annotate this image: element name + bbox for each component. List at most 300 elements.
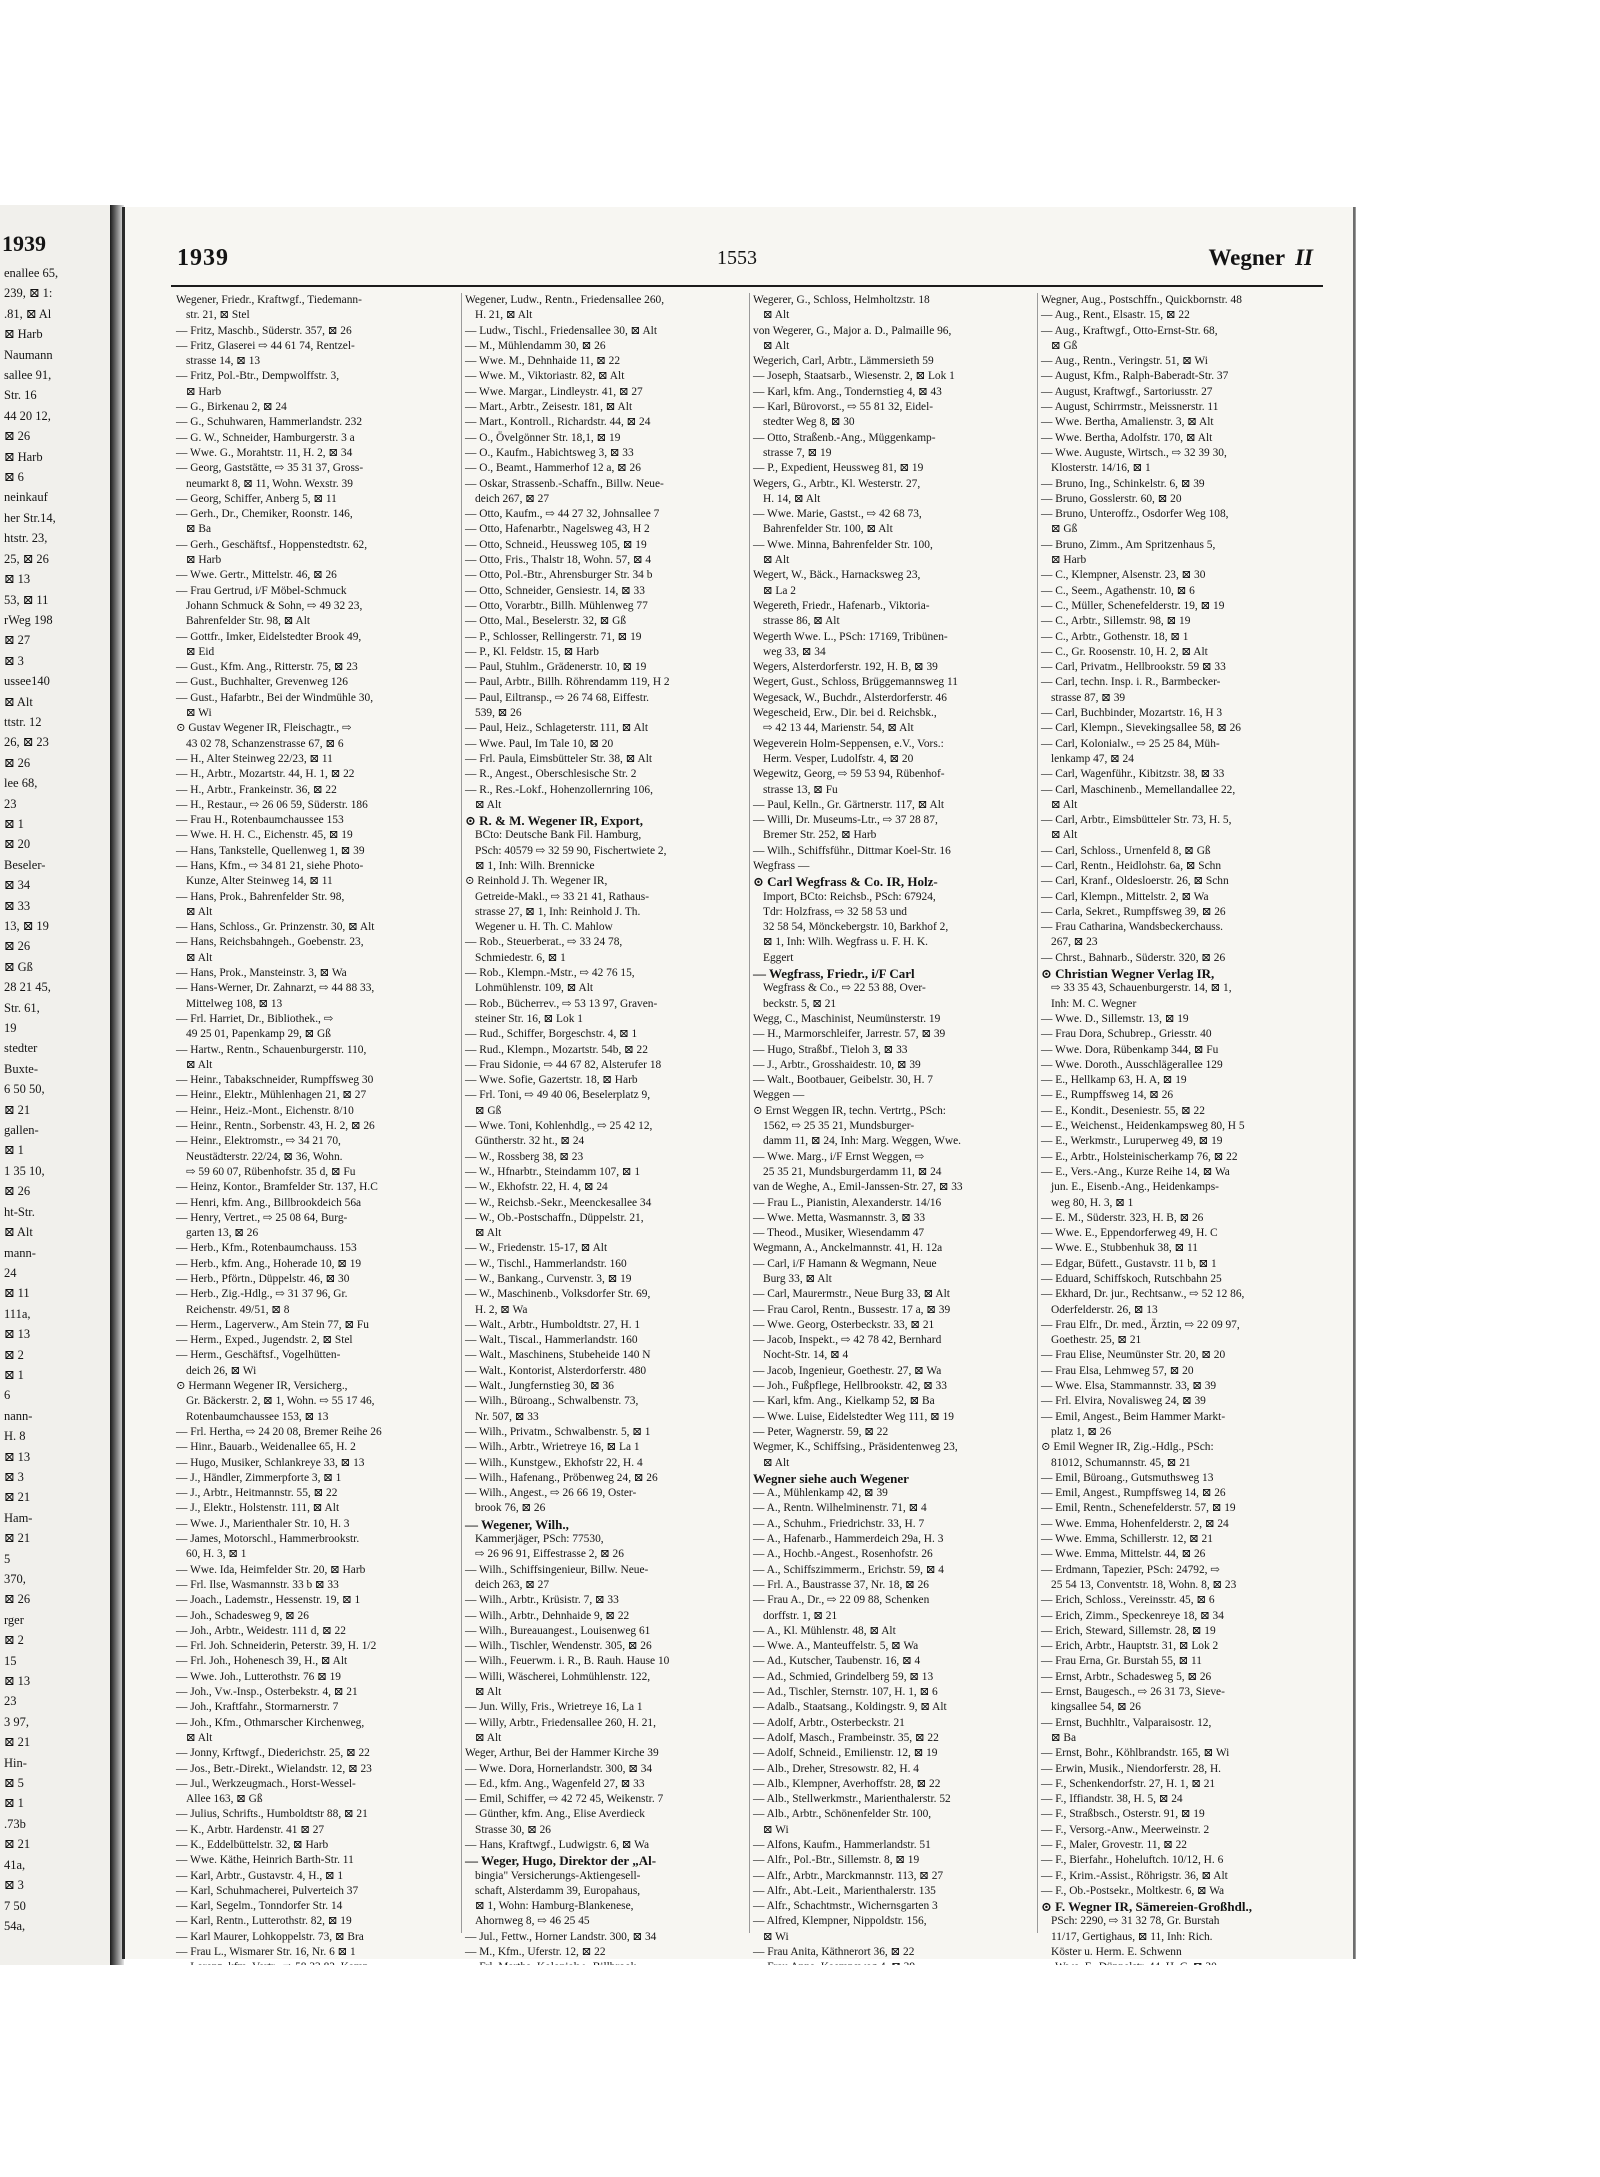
- directory-entry-line: lenkamp 47, ⊠ 24: [1051, 752, 1134, 765]
- directory-entry-line: ⊙ Carl Wegfrass & Co. IR, Holz-: [753, 874, 938, 890]
- directory-entry-line: — Erwin, Musik., Niendorferstr. 28, H.: [1041, 1762, 1222, 1775]
- directory-entry-line: Gr. Bäckerstr. 2, ⊠ 1, Wohn. ⇨ 55 17 46,: [186, 1395, 375, 1408]
- directory-entry-line: — Gust., Buchhalter, Grevenweg 126: [176, 676, 348, 689]
- directory-entry-line: — F., Schenkendorfstr. 27, H. 1, ⊠ 21: [1041, 1777, 1216, 1790]
- directory-entry-line: deich 263, ⊠ 27: [475, 1578, 550, 1591]
- directory-entry-line: — Joh., Vw.-Insp., Osterbekstr. 4, ⊠ 21: [176, 1686, 358, 1699]
- directory-entry-line: — Georg, Gaststätte, ⇨ 35 31 37, Gross-: [176, 462, 364, 475]
- directory-entry-line: — Wilh., Büroang., Schwalbenstr. 73,: [465, 1395, 639, 1408]
- directory-entry-line: Nr. 507, ⊠ 33: [475, 1410, 539, 1423]
- directory-entry-line: Wegesack, W., Buchdr., Alsterdorferstr. 46: [753, 691, 947, 704]
- directory-entry-line: — Frl. Joh., Hohenesch 39, H., ⊠ Alt: [176, 1655, 348, 1668]
- left-page-fragment-line: ⊠ 26: [4, 939, 31, 954]
- directory-entry-line: — E., Weichenst., Heidenkampsweg 80, H 5: [1041, 1120, 1245, 1133]
- directory-entry-line: Ahornweg 8, ⇨ 46 25 45: [475, 1915, 590, 1928]
- directory-entry-line: — O., Övelgönner Str. 18,1, ⊠ 19: [465, 431, 621, 444]
- directory-entry-line: ⊙ Emil Wegner IR, Zig.-Hdlg., PSch:: [1041, 1441, 1214, 1454]
- directory-entry-line: — Frau A., Dr., ⇨ 22 09 88, Schenken: [753, 1594, 930, 1607]
- directory-entry-line: ⊠ Harb: [186, 554, 222, 567]
- left-page-fragment-line: stedter: [4, 1041, 38, 1056]
- directory-entry-line: — Hugo, Musiker, Schlankreye 33, ⊠ 13: [176, 1456, 365, 1469]
- directory-entry-line: — Wilh., Arbtr., Dehnhaide 9, ⊠ 22: [465, 1609, 630, 1622]
- directory-entry-line: — Heinr., Elektromstr., ⇨ 34 21 70,: [176, 1135, 341, 1148]
- directory-entry-line: — F., Bierfahr., Hoheluftch. 10/12, H. 6: [1041, 1854, 1224, 1867]
- left-page-fragment-line: 19: [4, 1021, 17, 1036]
- directory-entry-line: ⊠ Alt: [186, 1058, 213, 1071]
- directory-entry-line: deich 267, ⊠ 27: [475, 492, 550, 505]
- directory-entry-line: — H., Restaur., ⇨ 26 06 59, Süderstr. 186: [176, 798, 368, 811]
- directory-entry-line: — Otto, Fris., Thalstr 18, Wohn. 57, ⊠ 4: [465, 554, 652, 567]
- header-page-number: 1553: [717, 247, 757, 269]
- directory-entry-line: — Frl. Elvira, Novalisweg 24, ⊠ 39: [1041, 1395, 1206, 1408]
- left-page-fragment-line: ⊠ 1: [4, 816, 24, 831]
- directory-entry-line: — Frau Elise, Neumünster Str. 20, ⊠ 20: [1041, 1349, 1226, 1362]
- directory-entry-line: — Willi, Dr. Museums-Ltr., ⇨ 37 28 87,: [753, 814, 938, 827]
- directory-entry-line: Kunze, Alter Steinweg 14, ⊠ 11: [186, 875, 333, 888]
- directory-entry-line: — C., Seem., Agathenstr. 10, ⊠ 6: [1041, 584, 1195, 597]
- left-page-fragment-line: rWeg 198: [4, 612, 53, 627]
- directory-entry-line: — Joh., Schadesweg 9, ⊠ 26: [176, 1609, 309, 1622]
- directory-entry-line: — Wwe. Emma, Schillerstr. 12, ⊠ 21: [1041, 1533, 1213, 1546]
- left-page-fragment-line: 24: [4, 1265, 17, 1280]
- directory-entry-line: — Carl, Kolonialw., ⇨ 25 25 84, Müh-: [1041, 737, 1220, 750]
- directory-entry-line: ⇨ 42 13 44, Marienstr. 54, ⊠ Alt: [763, 722, 914, 735]
- directory-entry-line: — Frl. Paula, Eimsbütteler Str. 38, ⊠ Alt: [465, 752, 653, 765]
- left-page-text-fragments: [0, 263, 110, 1936]
- directory-entry-line: ⊠ Alt: [763, 309, 790, 322]
- directory-entry-line: — Alfr., Abt.-Leit., Marienthalerstr. 135: [753, 1884, 936, 1897]
- directory-entry-line: ⊙ F. Wegner IR, Sämereien-Großhdl.,: [1041, 1899, 1252, 1915]
- directory-entry-line: — Ernst, Arbtr., Schadesweg 5, ⊠ 26: [1041, 1670, 1212, 1683]
- directory-entry-line: ⊠ Wi: [763, 1930, 789, 1943]
- directory-entry-line: — Ekhard, Dr. jur., Rechtsanw., ⇨ 52 12 86,: [1041, 1288, 1245, 1301]
- directory-entry-line: — Jacob, Ingenieur, Goethestr. 27, ⊠ Wa: [753, 1364, 942, 1377]
- left-page-fragment-line: ⊠ 2: [4, 1633, 24, 1648]
- directory-entry-line: — J., Arbtr., Heitmannstr. 55, ⊠ 22: [176, 1487, 338, 1500]
- directory-entry-line: H. 21, ⊠ Alt: [475, 309, 533, 322]
- left-page-fragment-line: 41a,: [4, 1857, 26, 1872]
- directory-entry-line: 49 25 01, Papenkamp 29, ⊠ Gß: [186, 1028, 331, 1041]
- directory-entry-line: bingia" Versicherungs-Aktiengesell-: [475, 1869, 641, 1882]
- directory-entry-line: — Otto, Mal., Beselerstr. 32, ⊠ Gß: [465, 615, 627, 628]
- directory-entry-line: Wegg, C., Maschinist, Neumünsterstr. 19: [753, 1012, 941, 1025]
- directory-entry-line: — Herm., Exped., Jugendstr. 2, ⊠ Stel: [176, 1334, 353, 1347]
- directory-entry-line: — Otto, Schneid., Heussweg 105, ⊠ 19: [465, 538, 647, 551]
- directory-entry-line: — K., Eddelbüttelstr. 32, ⊠ Harb: [176, 1838, 329, 1851]
- left-page-fragment-line: ⊠ 13: [4, 1674, 31, 1689]
- directory-entry-line: Herm. Vesper, Ludolfstr. 4, ⊠ 20: [763, 752, 914, 765]
- directory-entry-line: 81012, Schumannstr. 45, ⊠ 21: [1051, 1456, 1191, 1469]
- directory-entry-line: — F., Straßbsch., Osterstr. 91, ⊠ 19: [1041, 1808, 1205, 1821]
- directory-entry-line: — Jonny, Krftwgf., Diederichstr. 25, ⊠ 22: [176, 1747, 370, 1760]
- directory-entry-line: — Herm., Geschäftsf., Vogelhütten-: [176, 1349, 341, 1362]
- header-year: 1939: [177, 245, 229, 271]
- directory-entry-line: — Wwe. Gertr., Mittelstr. 46, ⊠ 26: [176, 569, 337, 582]
- directory-entry-line: — Wilh., Angest., ⇨ 26 66 19, Oster-: [465, 1487, 637, 1500]
- directory-entry-line: — Karl, Schuhmacherei, Pulverteich 37: [176, 1884, 359, 1897]
- directory-entry-line: Wegmann, A., Anckelmannstr. 41, H. 12a: [753, 1242, 943, 1255]
- left-page-fragment-line: ⊠ Harb: [4, 449, 43, 464]
- directory-entry-line: — Carl, Klempn., Sievekingsallee 58, ⊠ 26: [1041, 722, 1241, 735]
- directory-entry-line: — Hans, Tankstelle, Quellenweg 1, ⊠ 39: [176, 844, 365, 857]
- directory-entry-line: — Carl, techn. Insp. i. R., Barmbecker-: [1041, 676, 1221, 689]
- directory-entry-line: — Hartw., Rentn., Schauenburgerstr. 110,: [176, 1043, 367, 1056]
- directory-entry-line: ⊠ Harb: [1051, 554, 1087, 567]
- left-page-fragment-line: ⊠ 3: [4, 1878, 24, 1893]
- directory-entry-line: — W., Reichsb.-Sekr., Meenckesallee 34: [465, 1196, 652, 1209]
- directory-entry-line: — Wwe. Bertha, Amalienstr. 3, ⊠ Alt: [1041, 416, 1214, 429]
- directory-entry-line: — Wwe. M., Viktoriastr. 82, ⊠ Alt: [465, 370, 625, 383]
- directory-entry-line: — Heinr., Heiz.-Mont., Eichenstr. 8/10: [176, 1104, 354, 1117]
- directory-entry-line: ⊠ Wi: [186, 707, 212, 720]
- directory-columns: [173, 293, 1323, 1959]
- directory-entry-line: — Erich, Arbtr., Hauptstr. 31, ⊠ Lok 2: [1041, 1640, 1219, 1653]
- left-page-fragment-line: Ham-: [4, 1510, 33, 1525]
- directory-entry-line: — Adalb., Staatsang., Koldingstr. 9, ⊠ Alt: [753, 1701, 947, 1714]
- left-page-fragment-line: ⊠ 34: [4, 878, 31, 893]
- directory-entry-line: strasse 13, ⊠ Fu: [763, 783, 838, 796]
- directory-entry-line: — Ludw., Tischl., Friedensallee 30, ⊠ Alt: [465, 324, 657, 337]
- directory-entry-line: — Jul., Fettw., Horner Landstr. 300, ⊠ 34: [465, 1930, 657, 1943]
- directory-entry-line: — F., Maler, Grovestr. 11, ⊠ 22: [1041, 1838, 1188, 1851]
- directory-entry-line: — Wilh., Arbtr., Wrietreye 16, ⊠ La 1: [465, 1441, 640, 1454]
- directory-entry-line: Schmiedestr. 6, ⊠ 1: [475, 951, 566, 964]
- directory-entry-line: beckstr. 5, ⊠ 21: [763, 997, 837, 1010]
- left-page-fragment-line: ttstr. 12: [4, 714, 42, 729]
- directory-entry-line: — Günther, kfm. Ang., Elise Averdieck: [465, 1808, 645, 1821]
- directory-entry-line: PSch: 2290, ⇨ 31 32 78, Gr. Burstah: [1051, 1915, 1220, 1928]
- directory-entry-line: — Frau L., Pianistin, Alexanderstr. 14/16: [753, 1196, 942, 1209]
- left-page-fragment-line: ⊠ 26: [4, 1184, 31, 1199]
- directory-entry-line: — Emil, Angest., Rumpffsweg 14, ⊠ 26: [1041, 1487, 1226, 1500]
- directory-entry-line: — E., Arbtr., Holsteinischerkamp 76, ⊠ 22: [1041, 1150, 1238, 1163]
- directory-entry-line: — Otto, Straßenb.-Ang., Müggenkamp-: [753, 431, 936, 444]
- directory-entry-line: 25 35 21, Mundsburgerdamm 11, ⊠ 24: [763, 1165, 942, 1178]
- directory-entry-line: — W., Rossberg 38, ⊠ 23: [465, 1150, 584, 1163]
- left-page-fragment-line: 6 50 50,: [4, 1082, 45, 1097]
- directory-entry-line: — Carl, i/F Hamann & Wegmann, Neue: [753, 1257, 937, 1270]
- left-page-fragment-line: ⊠ 33: [4, 898, 31, 913]
- directory-entry-line: — Joh., Kraftfahr., Stormarnerstr. 7: [176, 1701, 339, 1714]
- directory-entry-line: — Frau L., Wismarer Str. 16, Nr. 6 ⊠ 1: [176, 1946, 356, 1959]
- left-page-fragment-line: nann-: [4, 1408, 33, 1423]
- directory-entry-line: — Hans, Prok., Mansteinstr. 3, ⊠ Wa: [176, 967, 347, 980]
- directory-entry-line: — Peter, Wagnerstr. 59, ⊠ 22: [753, 1425, 889, 1438]
- directory-entry-line: — H., Marmorschleifer, Jarrestr. 57, ⊠ 39: [753, 1028, 946, 1041]
- directory-entry-line: — Wilh., Kunstgew., Ekhofstr 22, H. 4: [465, 1456, 643, 1469]
- directory-entry-line: — Emil, Rentn., Schenefelderstr. 57, ⊠ 19: [1041, 1502, 1236, 1515]
- directory-entry-line: H. 14, ⊠ Alt: [763, 492, 821, 505]
- directory-entry-line: ⊙ Reinhold J. Th. Wegener IR,: [465, 875, 608, 888]
- directory-entry-line: — Wilh., Feuerwm. i. R., B. Rauh. Hause 10: [465, 1655, 670, 1668]
- left-page-fragment-line: ⊠ 1: [4, 1143, 24, 1158]
- directory-entry-line: — W., Maschinenb., Volksdorfer Str. 69,: [465, 1288, 651, 1301]
- directory-entry-line: ⊠ Alt: [186, 905, 213, 918]
- directory-entry-line: — Bruno, Unteroffz., Osdorfer Weg 108,: [1041, 508, 1229, 521]
- directory-entry-line: Johann Schmuck & Sohn, ⇨ 49 32 23,: [186, 599, 363, 612]
- left-page-fragment-line: ⊠ 6: [4, 470, 24, 485]
- directory-entry-line: — K., Arbtr. Hardenstr. 41 ⊠ 27: [176, 1823, 325, 1836]
- directory-entry-line: Strasse 30, ⊠ 26: [475, 1823, 551, 1836]
- directory-entry-line: — Jul., Werkzeugmach., Horst-Wessel-: [176, 1777, 356, 1790]
- directory-entry-line: — Gerh., Dr., Chemiker, Roonstr. 146,: [176, 508, 353, 521]
- directory-entry-line: — Aug., Rent., Elsastr. 15, ⊠ 22: [1041, 309, 1190, 322]
- directory-entry-line: — Frau Sidonie, ⇨ 44 67 82, Alsterufer 18: [465, 1058, 662, 1071]
- directory-entry-line: Import, BCto: Reichsb., PSch: 67924,: [763, 890, 936, 903]
- directory-entry-line: — Joh., Kfm., Othmarscher Kirchenweg,: [176, 1716, 365, 1729]
- directory-entry-line: — Henry, Vertret., ⇨ 25 08 64, Burg-: [176, 1211, 348, 1224]
- directory-entry-line: Klosterstr. 14/16, ⊠ 1: [1051, 462, 1151, 475]
- directory-entry-line: — Karl, Segelm., Tonndorfer Str. 14: [176, 1900, 343, 1913]
- left-page-fragment-line: 25, ⊠ 26: [4, 551, 49, 566]
- directory-entry-line: — Karl, kfm. Ang., Kielkamp 52, ⊠ Ba: [753, 1395, 935, 1408]
- directory-entry-line: — O., Kaufm., Habichtsweg 3, ⊠ 33: [465, 446, 634, 459]
- directory-entry-line: Nocht-Str. 14, ⊠ 4: [763, 1349, 849, 1362]
- directory-entry-line: — Jun. Willy, Fris., Wrietreye 16, La 1: [465, 1701, 643, 1714]
- directory-entry-line: Allee 163, ⊠ Gß: [186, 1793, 263, 1806]
- directory-entry-line: — Frl. A., Baustrasse 37, Nr. 18, ⊠ 26: [753, 1578, 929, 1591]
- left-page-fragment-line: ⊠ 13: [4, 1449, 31, 1464]
- directory-entry-line: — Karl, Arbtr., Gustavstr. 4, H., ⊠ 1: [176, 1869, 344, 1882]
- directory-entry-line: — Carl, Maschinenb., Memellandallee 22,: [1041, 783, 1236, 796]
- directory-entry-line: Bahrenfelder Str. 100, ⊠ Alt: [763, 523, 893, 536]
- directory-entry-line: ⊠ Gß: [1051, 523, 1078, 536]
- directory-entry-line: — Wwe. Ida, Heimfelder Str. 20, ⊠ Harb: [176, 1563, 366, 1576]
- directory-entry-line: — W., Ob.-Postschaffn., Düppelstr. 21,: [465, 1211, 644, 1224]
- directory-entry-line: — Otto, Schneider, Gensiestr. 14, ⊠ 33: [465, 584, 645, 597]
- directory-entry-line: — Wwe. J., Marienthaler Str. 10, H. 3: [176, 1517, 350, 1530]
- directory-entry-line: — Carl, Arbtr., Eimsbütteler Str. 73, H. 5,: [1041, 814, 1232, 827]
- directory-entry-line: — Gerh., Geschäftsf., Hoppenstedtstr. 62,: [176, 538, 368, 551]
- directory-entry-line: kingsallee 54, ⊠ 26: [1051, 1701, 1141, 1714]
- directory-entry-line: — Ad., Tischler, Sternstr. 107, H. 1, ⊠ 6: [753, 1686, 938, 1699]
- directory-entry-line: ⇨ 33 35 43, Schauenburgerstr. 14, ⊠ 1,: [1051, 982, 1232, 995]
- left-page-fragment-line: ⊠ Harb: [4, 327, 43, 342]
- directory-entry-line: — A., Hafenarb., Hammerdeich 29a, H. 3: [753, 1533, 944, 1546]
- directory-entry-line: — Wwe. Marie, Gastst., ⇨ 42 68 73,: [753, 508, 922, 521]
- left-page-fragment-line: ⊠ 5: [4, 1776, 24, 1791]
- directory-entry-line: — Erich, Schloss., Vereinsstr. 45, ⊠ 6: [1041, 1594, 1215, 1607]
- directory-entry-line: — Wwe. Minna, Bahrenfelder Str. 100,: [753, 538, 933, 551]
- directory-entry-line: Wegerth Wwe. L., PSch: 17169, Tribünen-: [753, 630, 948, 643]
- directory-entry-line: — Fritz, Pol.-Btr., Dempwolffstr. 3,: [176, 370, 340, 383]
- directory-entry-line: — Erich, Zimm., Speckenreye 18, ⊠ 34: [1041, 1609, 1224, 1622]
- left-page-fragment-line: ⊠ 20: [4, 837, 31, 852]
- directory-entry-line: Wegfrass & Co., ⇨ 22 53 88, Over-: [763, 982, 926, 995]
- directory-entry-line: — A., Hochb.-Angest., Rosenhofstr. 26: [753, 1548, 933, 1561]
- directory-entry-line: — Walt., Jungfernstieg 30, ⊠ 36: [465, 1380, 614, 1393]
- directory-entry-line: — Wwe. Dora, Rübenkamp 344, ⊠ Fu: [1041, 1043, 1219, 1056]
- directory-entry-line: str. 21, ⊠ Stel: [186, 309, 250, 322]
- directory-entry-line: — Alb., Stellwerkmstr., Marienthalerstr. 52: [753, 1793, 951, 1806]
- left-page-year: 1939: [2, 231, 46, 256]
- directory-entry-line: — Frl. Ilse, Wasmannstr. 33 b ⊠ 33: [176, 1578, 339, 1591]
- directory-entry-line: — Carl, Maurermstr., Neue Burg 33, ⊠ Alt: [753, 1288, 950, 1301]
- directory-entry-line: — Eduard, Schiffskoch, Rutschbahn 25: [1041, 1273, 1222, 1285]
- directory-entry-line: Wegerich, Carl, Arbtr., Lämmersieth 59: [753, 355, 934, 368]
- directory-entry-line: — Wwe. D., Sillemstr. 13, ⊠ 19: [1041, 1012, 1189, 1025]
- directory-entry-line: Wegener u. H. Th. C. Mahlow: [475, 921, 613, 934]
- directory-entry-line: — E., Rumpffsweg 14, ⊠ 26: [1041, 1089, 1174, 1102]
- directory-entry-line: — Heinz, Kontor., Bramfelder Str. 137, H.C: [176, 1181, 378, 1194]
- directory-entry-line: — Walt., Arbtr., Humboldtstr. 27, H. 1: [465, 1318, 641, 1331]
- directory-entry-line: — Weger, Hugo, Direktor der „Al-: [465, 1853, 657, 1869]
- directory-entry-line: — A., Kl. Mühlenstr. 48, ⊠ Alt: [753, 1624, 896, 1637]
- directory-entry-line: — Alfred, Klempner, Nippoldstr. 156,: [753, 1915, 927, 1928]
- directory-entry-line: Weggen —: [753, 1089, 805, 1102]
- directory-entry-line: — P., Expedient, Heussweg 81, ⊠ 19: [753, 462, 924, 475]
- directory-entry-line: ⊙ Ernst Weggen IR, techn. Vertrtg., PSch:: [753, 1104, 946, 1117]
- directory-entry-line: — Aug., Kraftwgf., Otto-Ernst-Str. 68,: [1041, 324, 1218, 337]
- directory-entry-line: Wegers, Alsterdorferstr. 192, H. B, ⊠ 39: [753, 661, 938, 674]
- directory-entry-line: Rotenbaumchaussee 153, ⊠ 13: [186, 1410, 329, 1423]
- directory-entry-line: — James, Motorschl., Hammerbrookstr.: [176, 1533, 360, 1546]
- directory-entry-line: — Frl. Joh. Schneiderin, Peterstr. 39, H. 1/2: [176, 1640, 377, 1653]
- directory-entry-line: weg 80, H. 3, ⊠ 1: [1051, 1196, 1134, 1209]
- directory-entry-line: — Hans, Schloss., Gr. Prinzenstr. 30, ⊠ Alt: [176, 921, 375, 934]
- directory-entry-line: — F., Iffiandstr. 38, H. 5, ⊠ 24: [1041, 1793, 1183, 1806]
- directory-entry-line: — Julius, Schrifts., Humboldtstr 88, ⊠ 21: [176, 1808, 368, 1821]
- directory-entry-line: van de Weghe, A., Emil-Janssen-Str. 27, ⊠ 33: [753, 1181, 963, 1194]
- directory-entry-line: strasse 27, ⊠ 1, Inh: Reinhold J. Th.: [475, 905, 641, 918]
- directory-entry-line: — Herb., kfm. Ang., Hoherade 10, ⊠ 19: [176, 1257, 362, 1270]
- directory-entry-line: schaft, Alsterdamm 39, Europahaus,: [475, 1884, 641, 1897]
- directory-entry-line: — Bruno, Zimm., Am Spritzenhaus 5,: [1041, 538, 1216, 551]
- directory-entry-line: — Ad., Schmied, Grindelberg 59, ⊠ 13: [753, 1670, 934, 1683]
- directory-entry-line: — Wwe. Doroth., Ausschlägerallee 129: [1041, 1058, 1223, 1071]
- directory-entry-line: Köster u. Herm. E. Schwenn: [1051, 1946, 1182, 1959]
- directory-entry-line: Wegner, Aug., Postschffn., Quickbornstr. 48: [1041, 294, 1242, 306]
- directory-page: [122, 207, 1355, 1959]
- directory-entry-line: Wegeverein Holm-Seppensen, e.V., Vors.:: [753, 737, 944, 750]
- directory-entry-line: — Alb., Arbtr., Schönenfelder Str. 100,: [753, 1808, 932, 1821]
- directory-entry-line: 539, ⊠ 26: [475, 707, 522, 720]
- left-page-fragment-line: ⊠ 2: [4, 1347, 24, 1362]
- directory-entry-line: — Heinr., Rentn., Sorbenstr. 43, H. 2, ⊠ 26: [176, 1120, 375, 1133]
- directory-entry-line: — W., Friedenstr. 15-17, ⊠ Alt: [465, 1242, 608, 1255]
- directory-entry-line: platz 1, ⊠ 26: [1051, 1425, 1112, 1438]
- left-page-fragment-line: ⊠ 3: [4, 1469, 24, 1484]
- directory-entry-line: Wegewitz, Georg, ⇨ 59 53 94, Rübenhof-: [753, 768, 945, 781]
- directory-entry-line: — Ed., kfm. Ang., Wagenfeld 27, ⊠ 33: [465, 1777, 645, 1790]
- directory-entry-line: Kammerjäger, PSch: 77530,: [475, 1533, 604, 1546]
- left-page-fragment-line: ⊠ 26: [4, 755, 31, 770]
- directory-entry-line: — G., Schuhwaren, Hammerlandstr. 232: [176, 416, 363, 429]
- directory-entry-line: — Edgar, Büfett., Gustavstr. 11 b, ⊠ 1: [1041, 1257, 1217, 1270]
- left-page-fragment-line: ⊠ Alt: [4, 1225, 33, 1240]
- directory-entry-line: — Herm., Lagerverw., Am Stein 77, ⊠ Fu: [176, 1318, 369, 1331]
- directory-entry-line: — Carl, Buchbinder, Mozartstr. 16, H 3: [1041, 707, 1223, 720]
- header-rule: [171, 285, 1323, 287]
- directory-entry-line: — Wwe. Metta, Wasmannstr. 3, ⊠ 33: [753, 1211, 926, 1224]
- directory-entry-line: — Wwe. M., Dehnhaide 11, ⊠ 22: [465, 355, 621, 368]
- left-page-fragment-line: 5: [4, 1551, 11, 1566]
- directory-entry-line: brook 76, ⊠ 26: [475, 1502, 546, 1515]
- directory-entry-line: — Fritz, Glaserei ⇨ 44 61 74, Rentzel-: [176, 339, 355, 352]
- left-page-fragment-line: ⊠ Gß: [4, 959, 33, 974]
- directory-entry-line: — Wwe. H. H. C., Eichenstr. 45, ⊠ 19: [176, 829, 353, 842]
- directory-entry-line: — Mart., Arbtr., Zeisestr. 181, ⊠ Alt: [465, 401, 633, 414]
- directory-entry-line: — E. M., Süderstr. 323, H. B, ⊠ 26: [1041, 1211, 1204, 1224]
- directory-entry-line: — Frau Elfr., Dr. med., Ärztin, ⇨ 22 09 97,: [1041, 1318, 1240, 1331]
- directory-entry-line: — August, Kraftwgf., Sartoriusstr. 27: [1041, 385, 1213, 398]
- directory-entry-line: ⊠ Ba: [186, 523, 212, 536]
- left-page-fragment-line: .81, ⊠ Al: [4, 306, 52, 321]
- directory-entry-line: — Frau H., Rotenbaumchaussee 153: [176, 814, 344, 827]
- left-page-fragment-line: ht-Str.: [4, 1204, 35, 1219]
- directory-entry-line: — Paul, Eiltransp., ⇨ 26 74 68, Eiffestr.: [465, 691, 649, 704]
- directory-entry-line: — Wwe. Paul, Im Tale 10, ⊠ 20: [465, 737, 614, 750]
- directory-entry-line: — Frl. Toni, ⇨ 49 40 06, Beselerplatz 9,: [465, 1089, 651, 1102]
- directory-entry-line: — A., Schuhm., Friedrichstr. 33, H. 7: [753, 1517, 925, 1530]
- directory-entry-line: Weger, Arthur, Bei der Hammer Kirche 39: [465, 1747, 659, 1760]
- left-page-fragment-line: ⊠ 3: [4, 653, 24, 668]
- directory-entry-line: Bremer Str. 252, ⊠ Harb: [763, 829, 877, 842]
- directory-entry-line: — Wwe. Toni, Kohlenhdlg., ⇨ 25 42 12,: [465, 1120, 653, 1133]
- directory-entry-line: — G. W., Schneider, Hamburgerstr. 3 a: [176, 431, 355, 444]
- directory-entry-line: — G., Birkenau 2, ⊠ 24: [176, 401, 287, 414]
- directory-entry-line: — C., Klempner, Alsenstr. 23, ⊠ 30: [1041, 569, 1206, 582]
- directory-entry-line: — Wwe. Emma, Mittelstr. 44, ⊠ 26: [1041, 1548, 1206, 1561]
- directory-entry-line: — Herb., Pförtn., Düppelstr. 46, ⊠ 30: [176, 1273, 350, 1285]
- page-bottom-margin: [0, 1965, 1600, 2177]
- left-page-fragment-line: Beseler-: [4, 857, 46, 872]
- directory-entry-line: neumarkt 8, ⊠ 11, Wohn. Wexstr. 39: [186, 477, 353, 490]
- directory-entry-line: — Emil, Schiffer, ⇨ 42 72 45, Weikenstr. 7: [465, 1793, 664, 1806]
- directory-entry-line: — Alb., Dreher, Stresowstr. 82, H. 4: [753, 1762, 919, 1775]
- directory-entry-line: — Wilh., Hafenang., Pröbenweg 24, ⊠ 26: [465, 1471, 658, 1484]
- directory-entry-line: — Wwe. E., Eppendorferweg 49, H. C: [1041, 1227, 1218, 1240]
- directory-entry-line: Neustädterstr. 22/24, ⊠ 36, Wohn.: [186, 1150, 343, 1163]
- left-page-fragment-line: Str. 61,: [4, 1000, 40, 1015]
- left-page-fragment-line: .73b: [4, 1816, 26, 1831]
- directory-entry-line: — Carl, Rentn., Heidlohstr. 6a, ⊠ Schn: [1041, 859, 1222, 872]
- directory-entry-line: — August, Kfm., Ralph-Baberadt-Str. 37: [1041, 370, 1229, 383]
- left-page-fragment-line: her Str.14,: [4, 510, 56, 525]
- directory-entry-line: — Frau Elsa, Lehmweg 57, ⊠ 20: [1041, 1364, 1194, 1377]
- directory-entry-line: — Paul, Stuhlm., Grädenerstr. 10, ⊠ 19: [465, 661, 647, 674]
- directory-entry-line: — Ernst, Buchhltr., Valparaisostr. 12,: [1041, 1716, 1212, 1729]
- directory-entry-line: ⊠ Eid: [186, 645, 215, 658]
- directory-entry-line: Mittelweg 108, ⊠ 13: [186, 997, 283, 1010]
- directory-entry-line: — Willi, Wäscherei, Lohmühlenstr. 122,: [465, 1670, 651, 1683]
- left-page-fragment-line: htstr. 23,: [4, 531, 48, 546]
- directory-entry-line: BCto: Deutsche Bank Fil. Hamburg,: [475, 829, 642, 842]
- directory-entry-line: — Frau Dora, Schubrep., Griesstr. 40: [1041, 1028, 1212, 1041]
- directory-entry-line: — Walt., Maschinens, Stubeheide 140 N: [465, 1349, 651, 1362]
- directory-entry-line: — E., Hellkamp 63, H. A, ⊠ 19: [1041, 1074, 1187, 1087]
- directory-entry-line: — Hans, Kfm., ⇨ 34 81 21, siehe Photo-: [176, 859, 364, 872]
- directory-entry-line: — Alfr., Schachtmstr., Wichernsgarten 3: [753, 1900, 938, 1913]
- directory-entry-line: Wegers, G., Arbtr., Kl. Westerstr. 27,: [753, 477, 921, 490]
- left-page-fragment-line: ussee140: [4, 674, 50, 689]
- directory-entry-line: — Frau Erna, Gr. Burstah 55, ⊠ 11: [1041, 1655, 1202, 1668]
- directory-entry-line: — Ernst, Baugesch., ⇨ 26 31 73, Sieve-: [1041, 1686, 1225, 1699]
- directory-entry-line: — Wwe. Joh., Lutterothstr. 76 ⊠ 19: [176, 1670, 341, 1683]
- directory-entry-line: — Alfons, Kaufm., Hammerlandstr. 51: [753, 1838, 931, 1851]
- directory-entry-line: 60, H. 3, ⊠ 1: [186, 1548, 247, 1561]
- left-page-fragment-line: ⊠ 11: [4, 1286, 30, 1301]
- directory-entry-line: — Walt., Tiscal., Hammerlandstr. 160: [465, 1334, 638, 1347]
- directory-entry-line: — Wwe. Dora, Hornerlandstr. 300, ⊠ 34: [465, 1762, 653, 1775]
- directory-entry-line: — Paul, Heiz., Schlageterstr. 111, ⊠ Alt: [465, 722, 649, 735]
- directory-entry-line: — C., Gr. Roosenstr. 10, H. 2, ⊠ Alt: [1041, 645, 1208, 658]
- directory-entry-line: — P., Schlosser, Rellingerstr. 71, ⊠ 19: [465, 630, 642, 643]
- left-page-fragment-line: lee 68,: [4, 776, 38, 791]
- directory-entry-line: ⊠ Alt: [475, 798, 502, 811]
- directory-entry-line: — Wwe. G., Morahtstr. 11, H. 2, ⊠ 34: [176, 446, 353, 459]
- directory-entry-line: — A., Rentn. Wilhelminenstr. 71, ⊠ 4: [753, 1502, 927, 1515]
